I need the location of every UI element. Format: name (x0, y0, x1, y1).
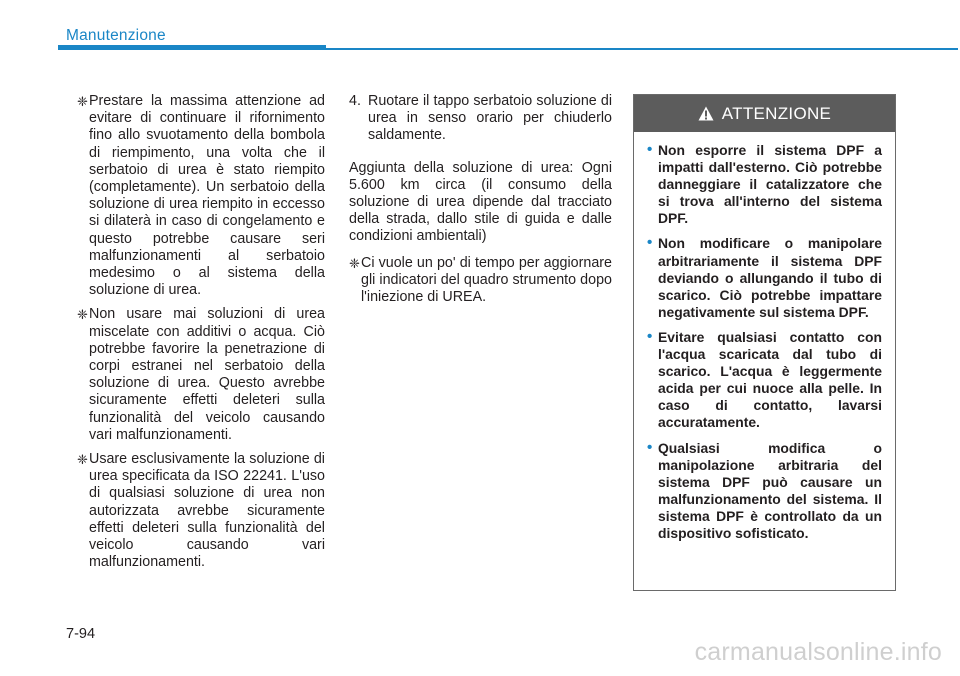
caution-note-item (77, 306, 325, 444)
note-marker-icon: ❈ (77, 307, 88, 323)
warning-item-text: Qualsiasi modifica o manipolazione arbitraria del sistema DPF può causare un malfunzionamento del sistema. Il sistema DPF è controllato da un dispositivo sofisticato. (658, 439, 882, 541)
info-note-text: Ci vuole un po' di tempo per aggiornare gli indicatori del quadro strumento dopo l'iniezione di UREA. (361, 254, 612, 306)
caution-note-item (77, 451, 325, 571)
warning-triangle-icon (698, 106, 714, 121)
watermark: carmanualsonline.info (694, 638, 942, 666)
warning-item (647, 440, 882, 543)
warning-item-text: Evitare qualsiasi contatto con l'acqua scaricata dal tubo di scarico. L'acqua è leggermente acida per cui nuoce alla pelle. In caso di contatto, lavarsi accuratamente. (658, 328, 882, 431)
warning-item (647, 142, 882, 227)
page-number: 7-94 (66, 626, 96, 642)
info-note-item (349, 255, 612, 307)
step-text: Ruotare il tappo serbatoio soluzione di urea in senso orario per chiuderlo saldamente. (368, 93, 612, 144)
caution-note-item (77, 93, 325, 299)
note-marker-icon: ❈ (77, 94, 88, 109)
warning-item (647, 329, 882, 432)
bullet-icon: • (647, 234, 653, 252)
warning-box (633, 94, 896, 591)
caution-note-text: Non usare mai soluzioni di urea miscelate con additivi o acqua. Ciò potrebbe favorire la penetrazione di corpi estranei nel serbatoio della soluzione di urea. Questo avrebbe sicuramente effetti deleteri sulla funzionalità del veicolo causando vari malfunzionamenti. (89, 306, 325, 443)
procedure-step (349, 93, 612, 145)
warning-list (634, 132, 895, 542)
warning-item-text: Non esporre il sistema DPF a impatti dall'esterno. Ciò potrebbe danneggiare il catalizzatore che si trova all'interno del sistema DPF. (658, 142, 882, 227)
header-rule-thin (326, 48, 958, 50)
caution-note-text: Prestare la massima attenzione ad evitare di continuare il rifornimento fino allo svuotamento della bombola di riempimento, una volta che il serbatoio di urea è stato riempito (completamente). Un serbatoio della soluzione di urea riempito in eccesso si dilaterà in caso di congelamento e questo potrebbe causare seri malfunzionamenti al serbatoio medesimo o al sistema della soluzione di urea. (89, 93, 325, 299)
refill-interval-paragraph: Aggiunta della soluzione di urea: Ogni 5.600 km circa (il consumo della soluzione di urea dipende dal tracciato della strada, dallo stile di guida e dalle condizioni ambientali) (349, 159, 612, 245)
left-column (77, 93, 325, 578)
caution-note-text: Usare esclusivamente la soluzione di urea specificata da ISO 22241. L'uso di qualsiasi soluzione di urea non autorizzata avrebbe sicuramente effetti deleteri sulla funzionalità del veicolo causando vari malfunzionamenti. (89, 451, 325, 571)
note-marker-icon: ❈ (349, 255, 360, 271)
step-number: 4. (349, 93, 361, 109)
warning-title: ATTENZIONE (721, 103, 832, 123)
bullet-icon: • (647, 141, 653, 158)
bullet-icon: • (647, 438, 653, 456)
warning-item (647, 235, 882, 320)
note-marker-icon: ❈ (77, 452, 88, 468)
middle-column (349, 93, 612, 313)
section-title: Manutenzione (66, 27, 166, 44)
bullet-icon: • (647, 327, 653, 345)
warning-item-text: Non modificare o manipolare arbitrariamente il sistema DPF deviando o allungando il tubo di scarico. Ciò potrebbe impattare negativamente sul sistema DPF. (658, 235, 882, 320)
warning-header (634, 95, 895, 132)
header-rule-thick (58, 45, 326, 50)
